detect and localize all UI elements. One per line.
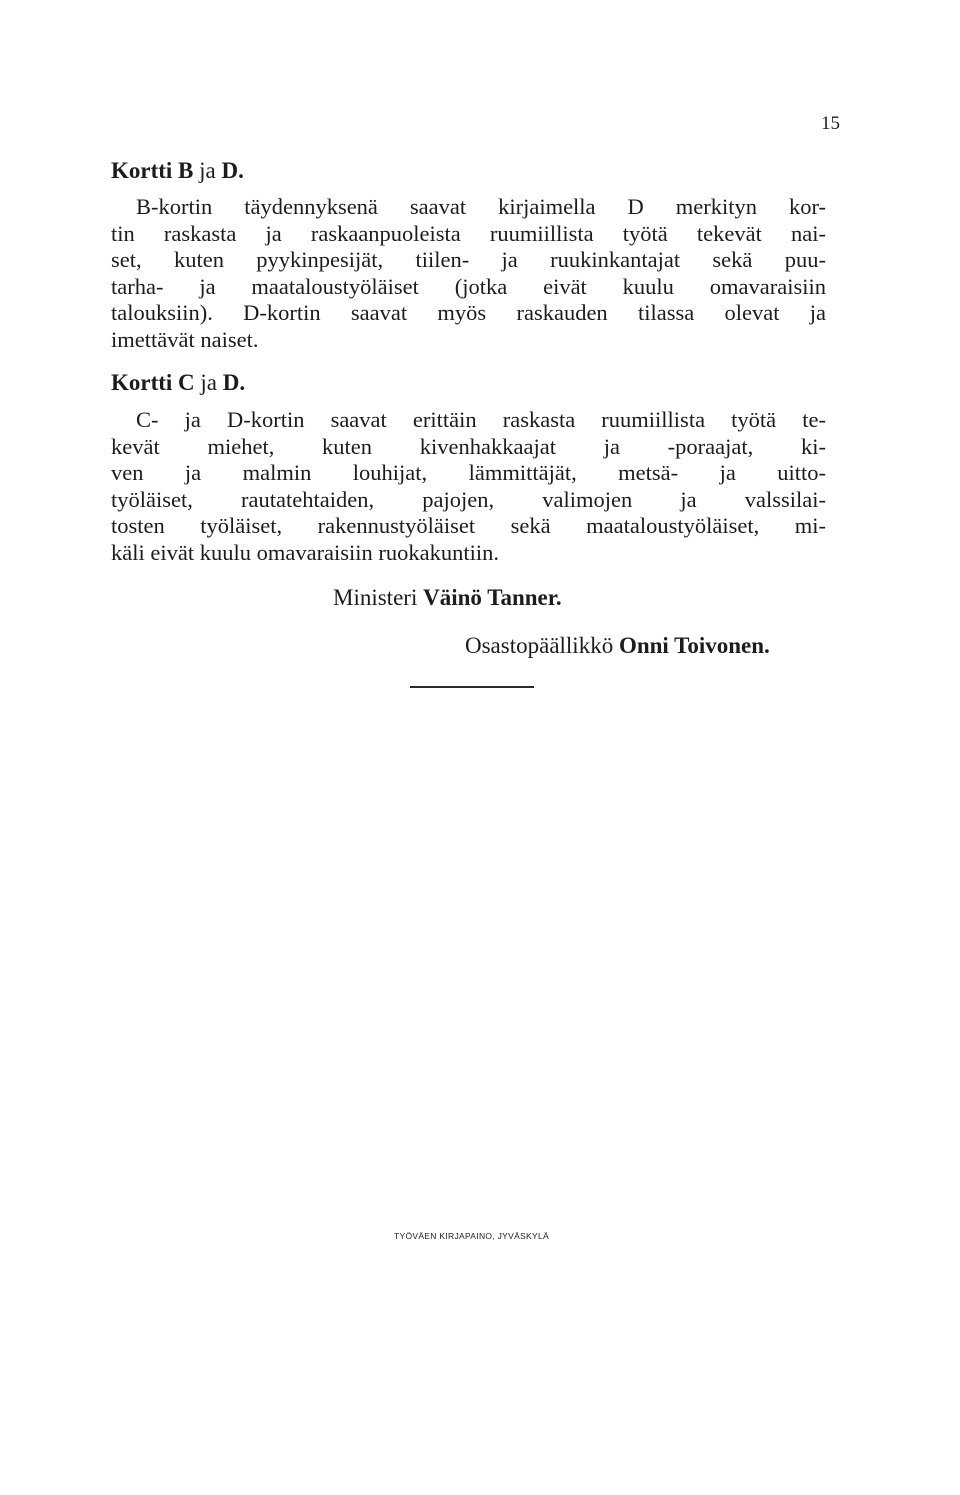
heading-card-label: Kortti B [111, 158, 194, 183]
paragraph-line: tarha- ja maataloustyöläiset (jotka eivät kuulu omavaraisiin [111, 273, 826, 299]
paragraph-line: imettävät naiset. [111, 326, 259, 352]
signature-department-head [465, 632, 770, 660]
signature-title: Osastopäällikkö [465, 633, 614, 658]
paragraph-kortti-c-d [111, 407, 826, 566]
printer-imprint: TYÖVÄEN KIRJAPAINO, JYVÄSKYLÄ [394, 1231, 549, 1241]
heading-ja: ja [199, 158, 216, 183]
paragraph-line: tin raskasta ja raskaanpuoleista ruumiillista työtä tekevät nai- [111, 220, 826, 246]
paragraph-line: työläiset, rautatehtaiden, pajojen, valimojen ja valssilai- [111, 486, 826, 512]
heading-ja: ja [200, 370, 218, 395]
page-number: 15 [821, 113, 840, 134]
paragraph-line: talouksiin). D-kortin saavat myös raskauden tilassa olevat ja [111, 300, 826, 325]
paragraph-line: C- ja D-kortin saavat erittäin raskasta ruumiillista työtä te- [136, 407, 826, 432]
signature-name: Onni Toivonen. [618, 633, 770, 658]
heading-card-label: Kortti C [111, 370, 195, 395]
signature-minister [333, 584, 562, 612]
paragraph-line: ven ja malmin louhijat, lämmittäjät, metsä- ja uitto- [111, 460, 826, 485]
paragraph-line: set, kuten pyykinpesijät, tiilen- ja ruukinkantajat sekä puu- [111, 247, 826, 272]
signature-name: Väinö Tanner. [423, 585, 562, 610]
section-heading-kortti-c-d [111, 369, 245, 397]
section-divider [410, 686, 534, 688]
section-heading-kortti-b-d [111, 157, 244, 185]
paragraph-kortti-b-d [111, 194, 826, 353]
paragraph-line: käli eivät kuulu omavaraisiin ruokakuntiin. [111, 539, 500, 565]
signature-title: Ministeri [333, 585, 418, 610]
heading-card-letter: D. [221, 158, 244, 183]
paragraph-line: kevät miehet, kuten kivenhakkaajat ja -poraajat, ki- [111, 433, 826, 459]
paragraph-line: tosten työläiset, rakennustyöläiset sekä maataloustyöläiset, mi- [111, 513, 826, 538]
heading-card-letter: D. [222, 370, 246, 395]
paragraph-line: B-kortin täydennyksenä saavat kirjaimella D merkityn kor- [136, 194, 826, 219]
